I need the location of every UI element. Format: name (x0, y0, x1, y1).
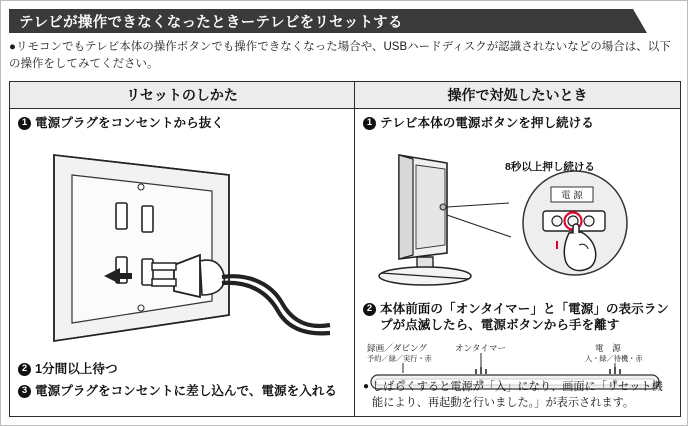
hold-duration-callout: 8秒以上押し続ける (505, 161, 595, 173)
column-reset-method (10, 82, 355, 416)
column-operation-workaround (355, 82, 680, 416)
left-step-2 (18, 361, 348, 377)
step-number-2-right: 2 (363, 303, 376, 316)
instruction-table (9, 81, 681, 417)
column-header-left: リセットのしかた (10, 82, 354, 109)
intro-bullet: ● (9, 41, 16, 53)
left-step-2-text: 1分間以上待つ (35, 362, 118, 376)
note-text: しばらくすると電源が「入」になり、画面に「リセット機能により、再起動を行いました。」が表示されます。 (372, 380, 663, 409)
intro-text: リモコンでもテレビ本体の操作ボタンでも操作できなくなった場合や、USBハードディスクが認識されないなどの場合は、以下の操作をしてみてください。 (9, 41, 671, 70)
svg-text:電 源: 電 源 (561, 190, 583, 202)
step-number-3: 3 (18, 385, 31, 398)
left-step-3 (18, 383, 348, 399)
left-step-1 (18, 115, 346, 131)
page-title: テレビが操作できなくなったときーテレビをリセットする (19, 14, 403, 31)
left-step-1-text: 電源プラグをコンセントから抜く (35, 116, 224, 130)
right-step-1 (363, 115, 672, 131)
right-step-2-text: 本体前面の「オンタイマー」と「電源」の表示ランプが点滅したら、電源ボタンから手を離す (380, 302, 669, 333)
title-corner-cut (633, 9, 647, 33)
step-number-1: 1 (18, 117, 31, 130)
column-body-right (355, 109, 680, 417)
svg-text:録画／ダビング: 録画／ダビング (367, 343, 427, 353)
svg-text:電 源: 電 源 (595, 343, 621, 353)
outlet-illustration (24, 145, 342, 355)
step-number-2: 2 (18, 363, 31, 376)
svg-text:オンタイマー: オンタイマー (455, 343, 507, 353)
right-step-2 (363, 301, 675, 334)
page-title-bar (9, 9, 647, 33)
step-number-1-right: 1 (363, 117, 376, 130)
left-step-3-text: 電源プラグをコンセントに差し込んで、電源を入れる (35, 384, 337, 398)
column-header-right: 操作で対処したいとき (355, 82, 680, 109)
right-step-1-text: テレビ本体の電源ボタンを押し続ける (380, 116, 594, 130)
svg-text:入・緑／待機・赤: 入・緑／待機・赤 (585, 354, 643, 363)
result-note (363, 379, 669, 411)
intro-paragraph (9, 39, 681, 72)
note-bullet: ● (363, 380, 370, 392)
column-body-left (10, 109, 354, 417)
svg-text:予約／緑／実行・赤: 予約／緑／実行・赤 (367, 354, 432, 363)
